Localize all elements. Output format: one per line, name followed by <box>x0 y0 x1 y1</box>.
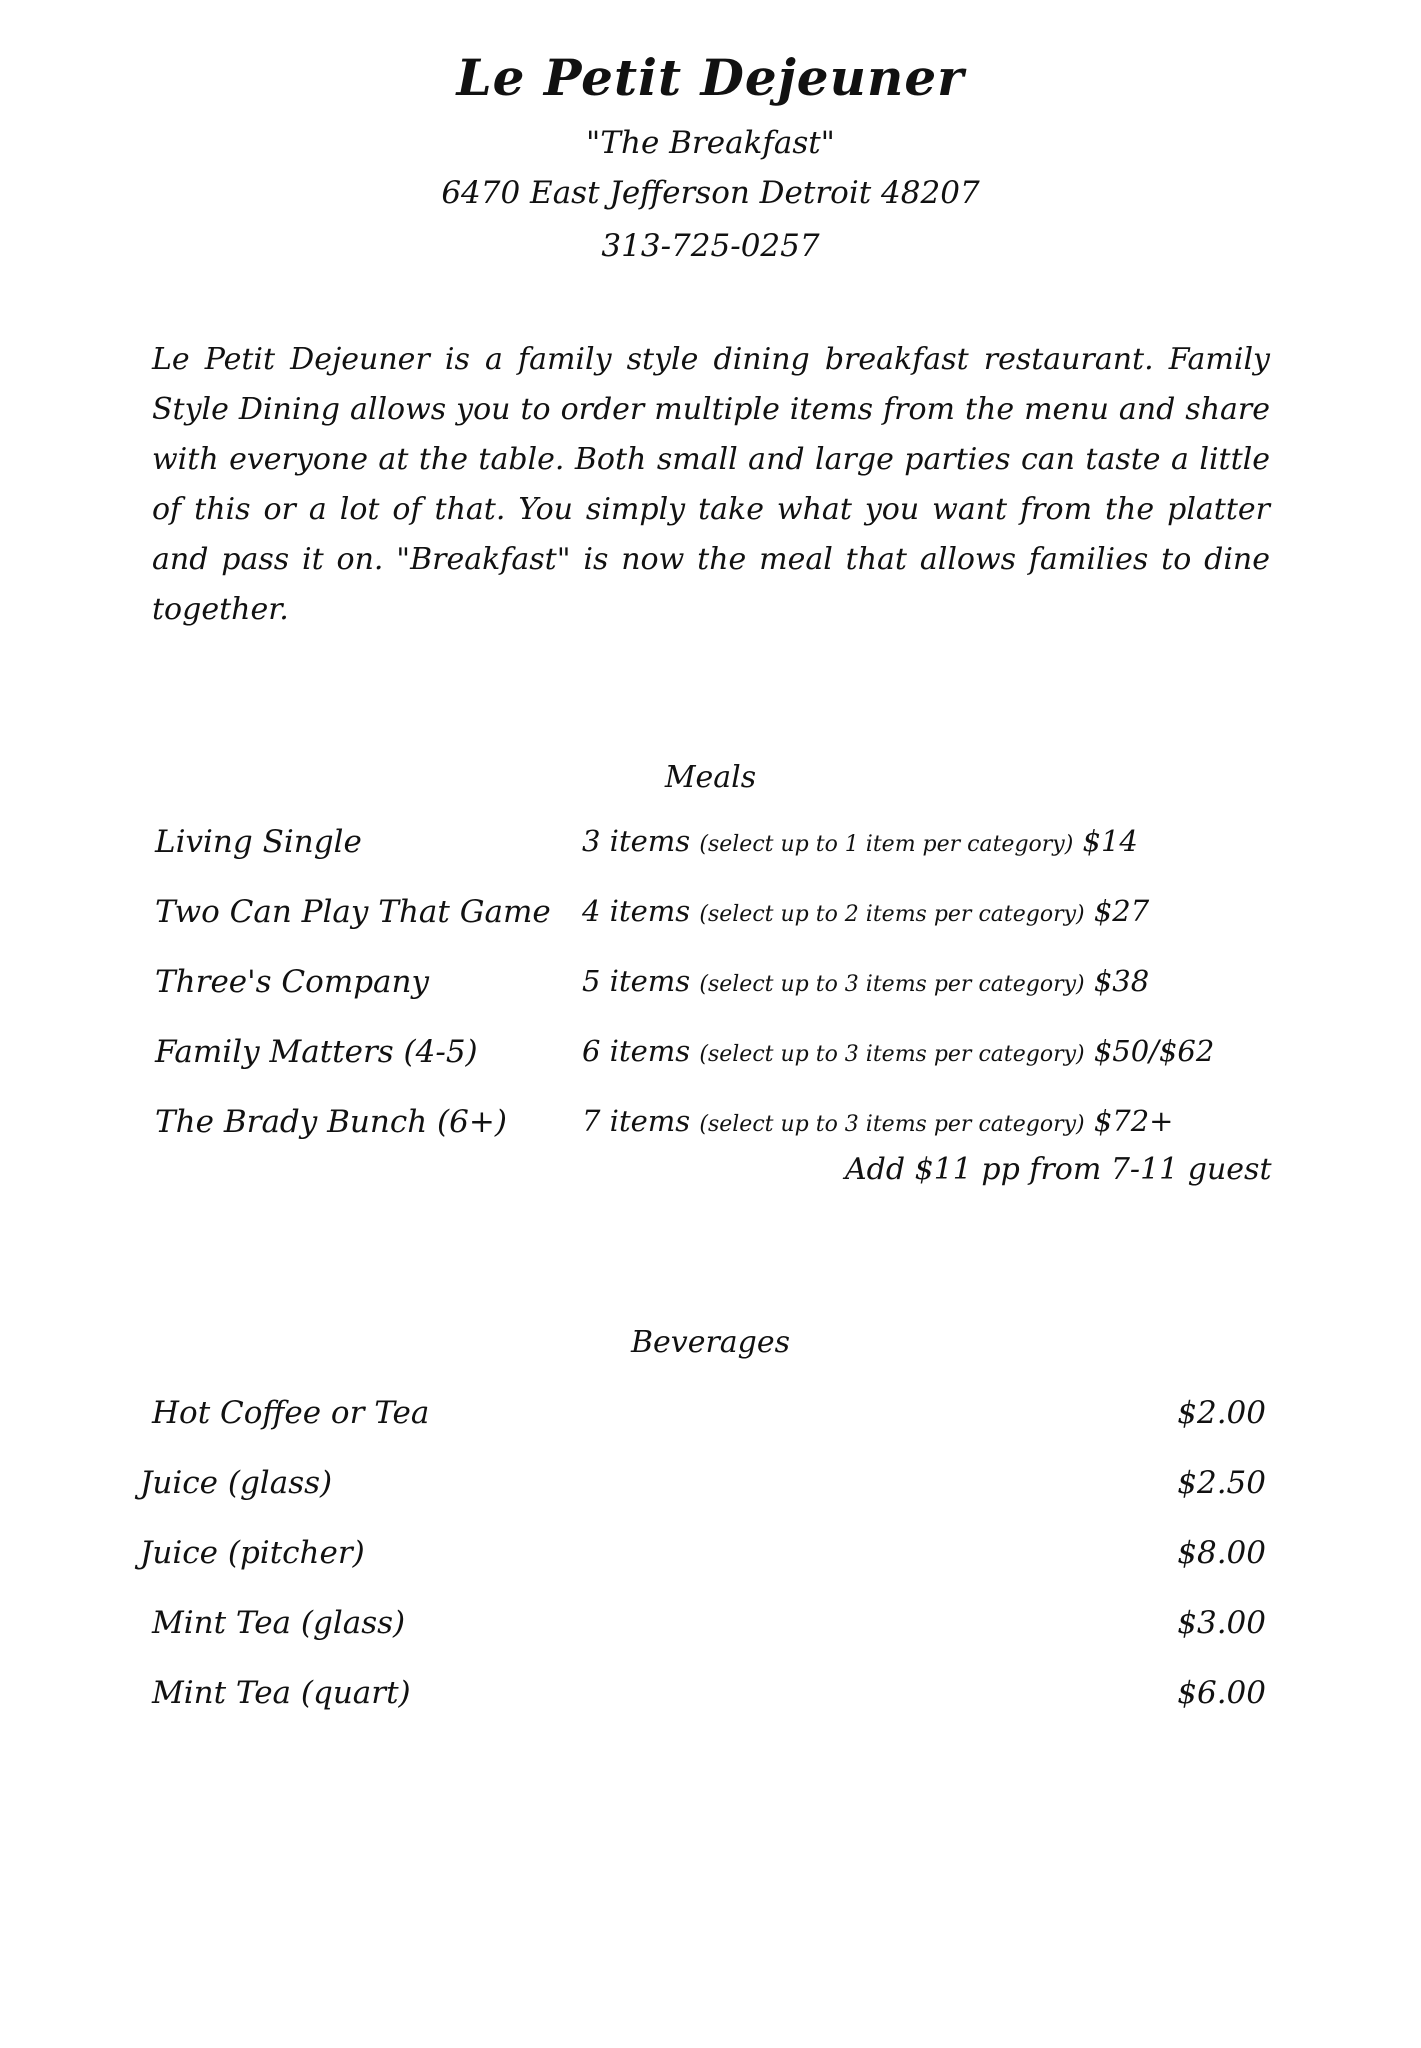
restaurant-title: Le Petit Dejeuner <box>456 48 965 107</box>
meal-row <box>0 1034 1421 1084</box>
beverage-name: Juice (pitcher) <box>140 1535 365 1571</box>
meal-item-count: 4 items <box>582 894 691 928</box>
meal-price: $72+ <box>1093 1104 1174 1138</box>
meal-item-count: 6 items <box>582 1034 691 1068</box>
meal-item-count: 3 items <box>582 824 691 858</box>
meal-name: The Brady Bunch (6+) <box>155 1104 507 1140</box>
meal-name: Two Can Play That Game <box>155 894 551 930</box>
beverage-name: Juice (glass) <box>140 1465 333 1501</box>
meal-rule: (select up to 3 items per category) <box>699 972 1085 997</box>
meal-details <box>582 824 1138 858</box>
beverage-price: $2.50 <box>1177 1465 1266 1501</box>
meal-row <box>0 824 1421 874</box>
meal-details <box>582 1104 1173 1138</box>
meal-name: Family Matters (4-5) <box>155 1034 478 1070</box>
meal-row <box>0 894 1421 944</box>
meals-heading: Meals <box>664 760 757 795</box>
meal-row <box>0 964 1421 1014</box>
meal-rule: (select up to 3 items per category) <box>699 1042 1085 1067</box>
meal-details <box>582 964 1149 998</box>
beverage-price: $3.00 <box>1177 1605 1266 1641</box>
beverage-name: Mint Tea (quart) <box>152 1675 411 1711</box>
meal-row <box>0 1104 1421 1154</box>
meal-rule: (select up to 3 items per category) <box>699 1112 1085 1137</box>
intro-paragraph: Le Petit Dejeuner is a family style dining breakfast restaurant. Family Style Dining allows you to order multiple items from the menu and share with everyone at the table. Both small and large parties can taste a little of this or a lot of that. You simply take what you want from the platter and pass it on. "Breakfast" is now the meal that allows families to dine together. <box>152 342 1270 627</box>
restaurant-subtitle: "The Breakfast" <box>586 125 835 161</box>
meal-item-count: 7 items <box>582 1104 691 1138</box>
beverages-heading: Beverages <box>630 1325 791 1360</box>
meal-item-count: 5 items <box>582 964 691 998</box>
beverage-name: Mint Tea (glass) <box>152 1605 406 1641</box>
meal-details <box>582 894 1149 928</box>
beverage-row <box>0 1535 1421 1585</box>
meal-guest-note: Add $11 pp from 7-11 guest <box>845 1152 1272 1187</box>
meal-price: $38 <box>1093 964 1150 998</box>
beverage-price: $6.00 <box>1177 1675 1266 1711</box>
beverage-price: $2.00 <box>1177 1395 1266 1431</box>
beverage-row <box>0 1675 1421 1725</box>
meal-rule: (select up to 1 item per category) <box>699 832 1074 857</box>
restaurant-address: 6470 East Jefferson Detroit 48207 <box>441 175 980 211</box>
beverage-row <box>0 1395 1421 1445</box>
restaurant-phone: 313-725-0257 <box>601 228 820 264</box>
meal-details <box>582 1034 1214 1068</box>
meal-price: $50/$62 <box>1093 1034 1215 1068</box>
meal-name: Three's Company <box>155 964 430 1000</box>
beverage-row <box>0 1605 1421 1655</box>
meal-name: Living Single <box>155 824 362 860</box>
meal-price: $27 <box>1093 894 1150 928</box>
beverage-name: Hot Coffee or Tea <box>152 1395 430 1431</box>
meal-price: $14 <box>1082 824 1138 858</box>
beverage-price: $8.00 <box>1177 1535 1266 1571</box>
meal-rule: (select up to 2 items per category) <box>699 902 1085 927</box>
beverage-row <box>0 1465 1421 1515</box>
